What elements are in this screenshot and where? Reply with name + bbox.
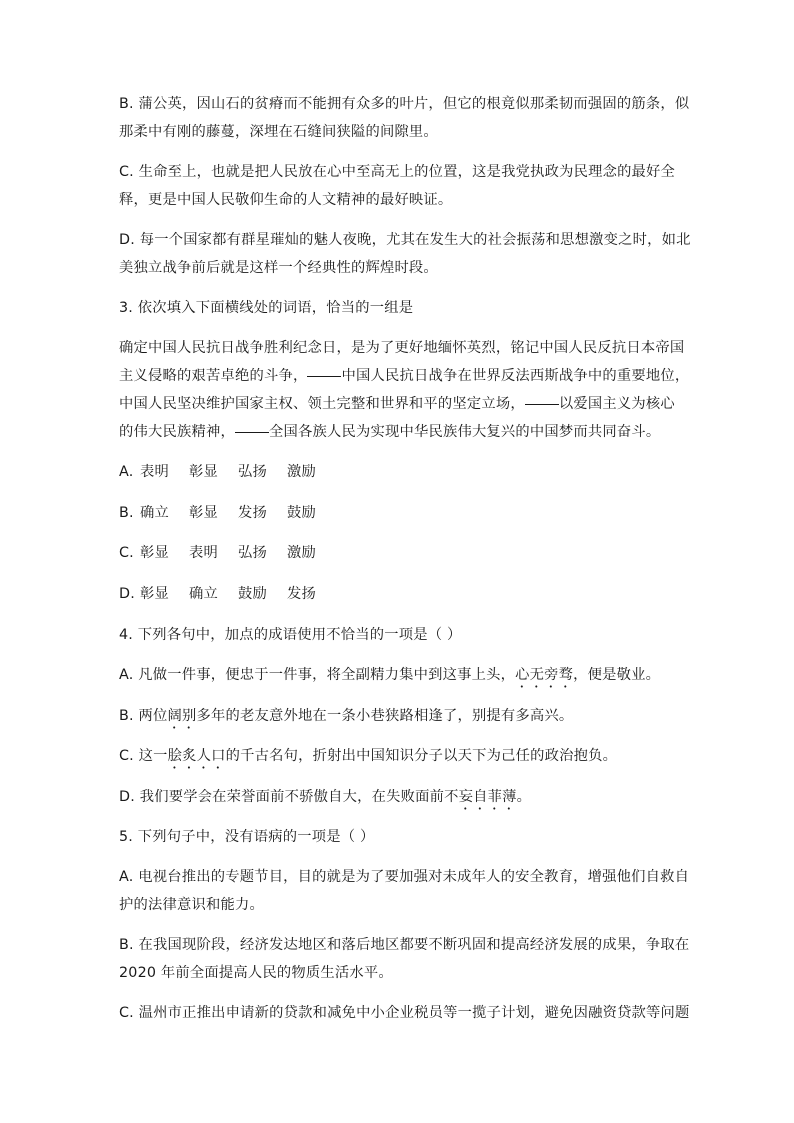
option-letter: A. <box>119 464 134 480</box>
q3-passage-line-1: 确定中国人民抗日战争胜利纪念日，是为了更好地缅怀英烈，铭记中国人民反抗日本帝国 <box>119 340 685 356</box>
dotted-idiom: 心无旁骛 <box>515 667 574 683</box>
q2-option-d-line-2: 美独立战争前后就是这样一个经典性的辉煌时段。 <box>119 260 438 276</box>
option-word: 彰显 <box>189 505 218 521</box>
option-word: 鼓励 <box>287 505 316 521</box>
option-word: 激励 <box>287 464 316 480</box>
q5-option-c-line-1: C. 温州市正推出申请新的贷款和减免中小企业税员等一揽子计划，避免因融资贷款等问题 <box>119 1005 690 1021</box>
dotted-idiom: 脍炙人口 <box>167 748 226 764</box>
option-word: 确立 <box>140 505 169 521</box>
q4-option-d <box>119 787 531 813</box>
option-word: 彰显 <box>189 464 218 480</box>
option-letter: D. <box>119 586 135 602</box>
option-text: B. 两位 <box>119 708 168 724</box>
q4-option-a <box>119 665 660 691</box>
option-word: 弘扬 <box>238 545 267 561</box>
q2-option-c-line-1: C. 生命至上，也就是把人民放在心中至高无上的位置，这是我党执政为民理念的最好全 <box>119 164 676 180</box>
option-word: 激励 <box>287 545 316 561</box>
option-word: 发扬 <box>238 505 267 521</box>
q3-passage-line-3 <box>119 394 675 414</box>
option-word: 发扬 <box>287 586 316 602</box>
fill-blank-1 <box>307 375 341 377</box>
option-text: A. 凡做一件事，便忠于一件事，将全副精力集中到这事上头， <box>119 667 516 683</box>
option-word: 彰显 <box>140 586 169 602</box>
option-word: 表明 <box>140 464 169 480</box>
q3-option-c <box>119 543 336 563</box>
fill-blank-2 <box>525 403 559 405</box>
option-word: 彰显 <box>140 545 169 561</box>
q5-stem: 5. 下列句子中，没有语病的一项是（ ） <box>119 829 375 845</box>
passage-text: 中国人民抗日战争在世界反法西斯战争中的重要地位， <box>341 368 690 384</box>
passage-text: 以爱国主义为核心 <box>558 396 675 412</box>
q2-option-c-line-2: 释，更是中国人民敬仰生命的人文精神的最好映证。 <box>119 192 453 208</box>
q5-option-a-line-1: A. 电视台推出的专题节目，目的就是为了要加强对未成年人的安全教育，增强他们自救自 <box>119 869 690 885</box>
option-text: 的千古名句，折射出中国知识分子以天下为己任的政治抱负。 <box>225 748 618 764</box>
option-text: ，便是敬业。 <box>573 667 661 683</box>
option-text: C. 这一 <box>119 748 168 764</box>
q2-option-b-line-1: B. 蒲公英，因山石的贫瘠而不能拥有众多的叶片，但它的根竟似那柔韧而强固的筋条，似 <box>119 96 690 112</box>
q3-passage-line-2 <box>119 366 689 386</box>
option-letter: B. <box>119 505 134 521</box>
q2-option-d-line-1: D. 每一个国家都有群星璀灿的魅人夜晚，尤其在发生大的社会振荡和思想激变之时，如北 <box>119 232 691 248</box>
q5-option-b-line-2: 2020 年前全面提高人民的物质生活水平。 <box>119 965 393 981</box>
option-text: D. 我们要学会在荣誉面前不骄傲自大，在失败面前不 <box>119 789 459 805</box>
option-word: 表明 <box>189 545 218 561</box>
q3-passage-line-4 <box>119 422 660 442</box>
q5-option-b-line-1: B. 在我国现阶段，经济发达地区和落后地区都要不断巩固和提高经济发展的成果，争取在 <box>119 937 690 953</box>
q2-option-b-line-2: 那柔中有刚的藤蔓，深埋在石缝间狭隘的间隙里。 <box>119 124 438 140</box>
passage-text: 全国各族人民为实现中华民族伟大复兴的中国梦而共同奋斗。 <box>268 424 661 440</box>
fill-blank-3 <box>235 431 269 433</box>
q4-option-b <box>119 706 573 732</box>
passage-text: 主义侵略的艰苦卓绝的斗争， <box>119 368 308 384</box>
passage-text: 的伟大民族精神， <box>119 424 235 440</box>
option-letter: C. <box>119 545 134 561</box>
q4-stem: 4. 下列各句中，加点的成语使用不恰当的一项是（ ） <box>119 627 462 643</box>
q4-option-c <box>119 746 617 772</box>
option-text: 多年的老友意外地在一条小巷狭路相逢了，别提有多高兴。 <box>196 708 574 724</box>
q3-option-d <box>119 584 336 604</box>
q3-option-a <box>119 462 336 482</box>
passage-text: 中国人民坚决维护国家主权、领土完整和世界和平的坚定立场， <box>119 396 525 412</box>
q5-option-a-line-2: 护的法律意识和能力。 <box>119 897 264 913</box>
q3-option-b <box>119 503 336 523</box>
option-text: 。 <box>516 789 532 805</box>
option-word: 弘扬 <box>238 464 267 480</box>
option-word: 鼓励 <box>238 586 267 602</box>
q3-stem: 3. 依次填入下面横线处的词语，恰当的一组是 <box>119 300 414 316</box>
dotted-idiom: 阔别 <box>167 708 197 724</box>
dotted-idiom: 妄自菲薄 <box>458 789 517 805</box>
option-word: 确立 <box>189 586 218 602</box>
